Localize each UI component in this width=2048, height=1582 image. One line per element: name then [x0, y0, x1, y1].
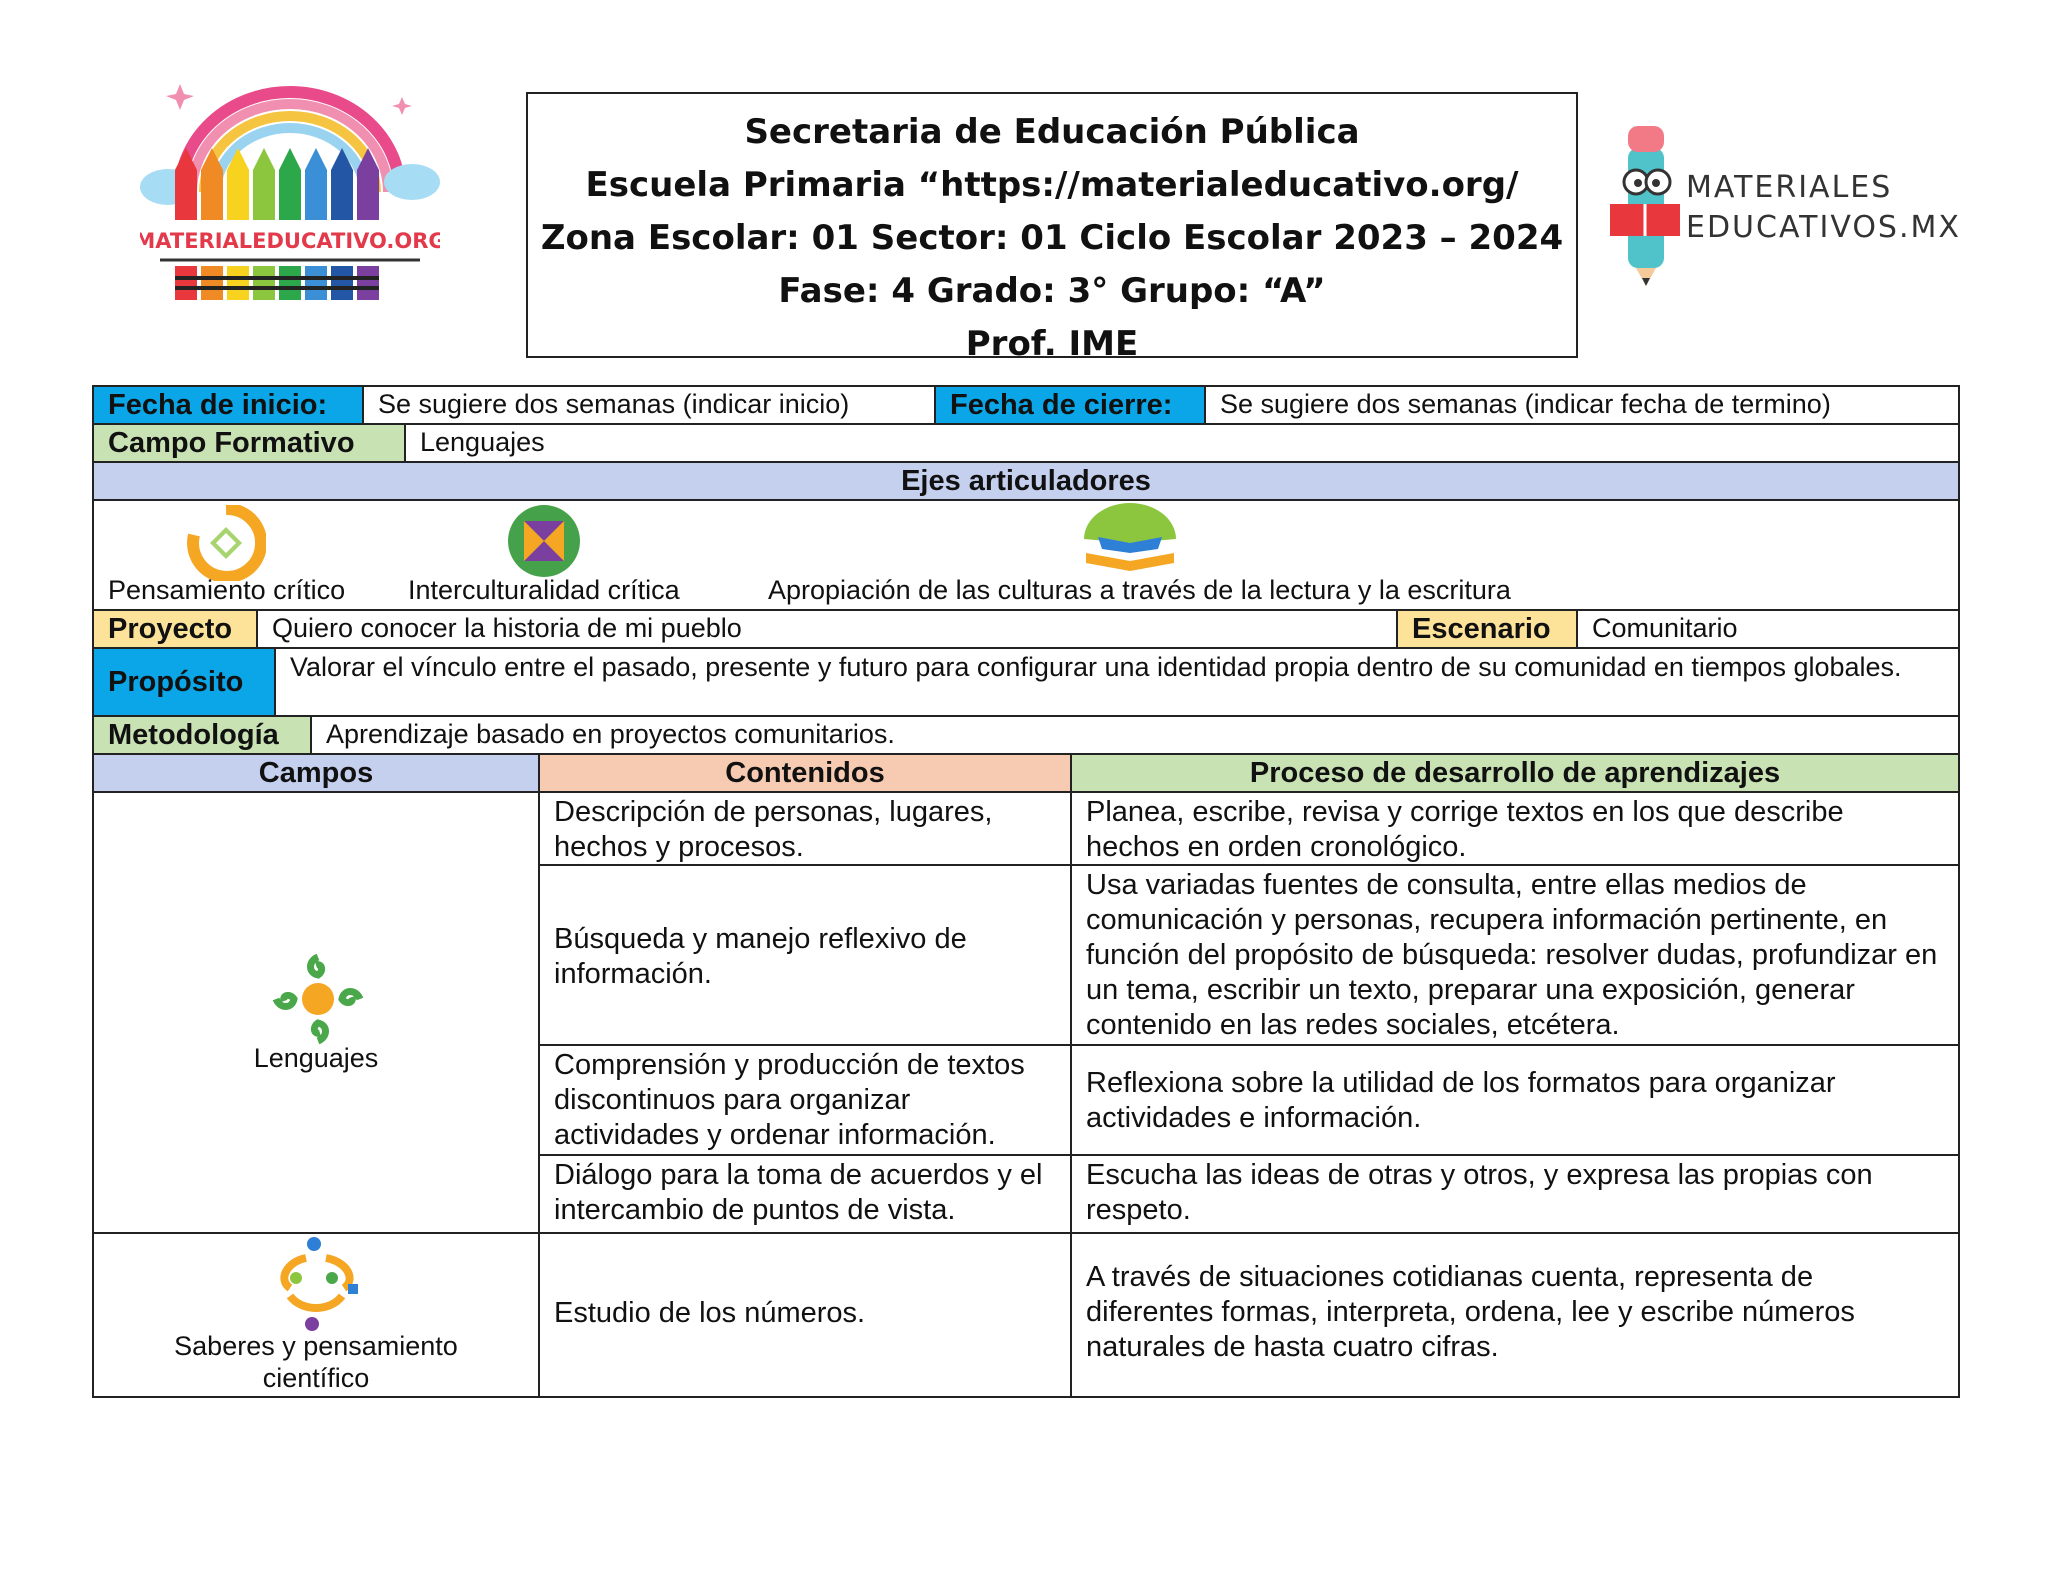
fecha-cierre-value: Se sugiere dos semanas (indicar fecha de termino)	[1204, 385, 1960, 425]
logo-right-line-1: MATERIALES	[1686, 170, 1893, 205]
metodologia-value: Aprendizaje basado en proyectos comunitarios.	[310, 715, 1960, 755]
escenario-value: Comunitario	[1576, 609, 1960, 649]
contenido-1: Descripción de personas, lugares, hechos y procesos.	[538, 791, 1072, 866]
pencil-mascot-icon	[1606, 118, 1686, 288]
header-contenidos: Contenidos	[538, 753, 1072, 793]
ejes-title: Ejes articuladores	[92, 461, 1960, 501]
logo-right-line-2: EDUCATIVOS.MX	[1686, 210, 1961, 245]
materialeducativo-logo	[140, 82, 440, 304]
campo-saberes-cell	[92, 1232, 540, 1398]
table-row	[94, 1232, 1960, 1398]
saberes-icon	[266, 1236, 366, 1332]
header-campos: Campos	[92, 753, 540, 793]
table-row	[94, 864, 1960, 1046]
table-row	[94, 1154, 1960, 1234]
fecha-inicio-label: Fecha de inicio:	[92, 385, 364, 425]
eje-label-2: Interculturalidad crítica	[408, 575, 680, 605]
eje-label-1: Pensamiento crítico	[108, 575, 346, 605]
ejes-cell	[92, 499, 1960, 611]
contenido-2: Búsqueda y manejo reflexivo de información.	[538, 864, 1072, 1046]
proposito-value: Valorar el vínculo entre el pasado, presente y futuro para configurar una identidad propia dentro de su comunidad en tiempos globales.	[274, 647, 1960, 717]
proyecto-row	[94, 609, 1960, 649]
header-line-3: Zona Escolar: 01 Sector: 01 Ciclo Escolar 2023 – 2024	[540, 218, 1564, 258]
table-header-row	[94, 753, 1960, 793]
contenido-5: Estudio de los números.	[538, 1232, 1072, 1398]
ejes-title-row	[94, 461, 1960, 501]
metodologia-row	[94, 715, 1960, 755]
header-proceso: Proceso de desarrollo de aprendizajes	[1070, 753, 1960, 793]
proceso-3: Reflexiona sobre la utilidad de los formatos para organizar actividades e información.	[1070, 1044, 1960, 1156]
metodologia-label: Metodología	[92, 715, 312, 755]
proceso-2: Usa variadas fuentes de consulta, entre ellas medios de comunicación y personas, recupera información pertinente, en función del propósito de búsqueda: resolver dudas, profundizar en un tema, escribir un texto, preparar una exposición, generar contenido en las redes sociales, etcétera.	[1070, 864, 1960, 1046]
campo-formativo-row	[94, 423, 1960, 463]
campo-lenguajes-label: Lenguajes	[253, 1043, 379, 1073]
interculturalidad-critica-icon	[506, 503, 582, 579]
fechas-row	[94, 385, 1960, 425]
header-line-1: Secretaria de Educación Pública	[744, 112, 1360, 152]
eje-label-3: Apropiación de las culturas a través de la lectura y la escritura	[768, 575, 1511, 605]
escenario-label: Escenario	[1396, 609, 1578, 649]
pensamiento-critico-icon	[186, 505, 266, 581]
campo-formativo-value: Lenguajes	[404, 423, 1960, 463]
proyecto-value: Quiero conocer la historia de mi pueblo	[256, 609, 1398, 649]
table-row	[94, 791, 1960, 866]
campo-saberes-label: Saberes y pensamiento científico	[174, 1331, 458, 1393]
apropiacion-culturas-icon	[1078, 503, 1182, 577]
contenido-3: Comprensión y producción de textos discontinuos para organizar actividades y ordenar información.	[538, 1044, 1072, 1156]
proceso-4: Escucha las ideas de otras y otros, y expresa las propias con respeto.	[1070, 1154, 1960, 1234]
fecha-cierre-label: Fecha de cierre:	[934, 385, 1206, 425]
campo-formativo-label: Campo Formativo	[92, 423, 406, 463]
ejes-row	[94, 499, 1960, 611]
table-row	[94, 1044, 1960, 1156]
header-line-2: Escuela Primaria “https://materialeducativo.org/	[585, 165, 1519, 205]
proceso-5: A través de situaciones cotidianas cuenta, representa de diferentes formas, interpreta, ordena, lee y escribe números naturales de hasta cuatro cifras.	[1070, 1232, 1960, 1398]
header-line-4: Fase: 4 Grado: 3° Grupo: “A”	[778, 271, 1326, 311]
contenido-4: Diálogo para la toma de acuerdos y el intercambio de puntos de vista.	[538, 1154, 1072, 1234]
proposito-row	[94, 647, 1960, 717]
materialeseducativos-logo	[1606, 118, 1961, 288]
header-box	[526, 92, 1578, 358]
fecha-inicio-value: Se sugiere dos semanas (indicar inicio)	[362, 385, 936, 425]
proyecto-label: Proyecto	[92, 609, 258, 649]
logo-left-text: MATERIALEDUCATIVO.ORG	[140, 229, 440, 253]
proceso-1: Planea, escribe, revisa y corrige textos en los que describe hechos en orden cronológico.	[1070, 791, 1960, 866]
proposito-label: Propósito	[92, 647, 276, 717]
header-line-5: Prof. IME	[965, 324, 1139, 358]
